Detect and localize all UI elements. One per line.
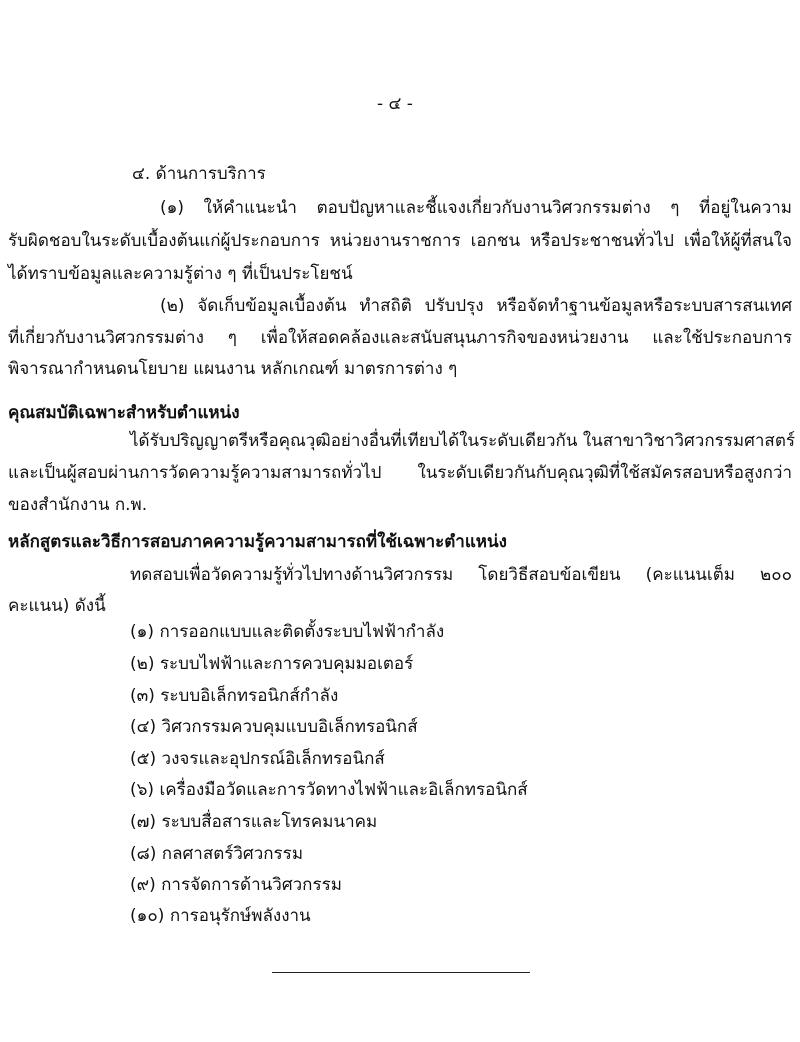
exam-topic: (๕) วงจรและอุปกรณ์อิเล็กทรอนิกส์ <box>130 749 385 769</box>
service-item-2-line-1: (๒) จัดเก็บข้อมูลเบื้องต้น ทำสถิติ ปรับปรุง หรือจัดทำฐานข้อมูลหรือระบบสารสนเทศ <box>160 296 792 316</box>
service-item-1-line-1: (๑) ให้คำแนะนำ ตอบปัญหาและชี้แจงเกี่ยวกับงานวิศวกรรมต่าง ๆ ที่อยู่ในความ <box>160 198 792 218</box>
exam-topic: (๙) การจัดการด้านวิศวกรรม <box>130 875 342 895</box>
exam-topic: (๗) ระบบสื่อสารและโทรคมนาคม <box>130 812 378 832</box>
qualifications-line-2: และเป็นผู้สอบผ่านการวัดความรู้ความสามารถทั่วไป ในระดับเดียวกันกับคุณวุฒิที่ใช้สมัครสอบหรือสูงกว่า <box>8 463 792 483</box>
qualifications-heading: คุณสมบัติเฉพาะสำหรับตำแหน่ง <box>8 403 240 423</box>
exam-topic: (๓) ระบบอิเล็กทรอนิกส์กำลัง <box>130 686 339 706</box>
exam-topic: (๒) ระบบไฟฟ้าและการควบคุมมอเตอร์ <box>130 654 414 674</box>
qualifications-line-3: ของสำนักงาน ก.พ. <box>8 495 148 515</box>
section-heading-service: ๔. ด้านการบริการ <box>132 164 266 184</box>
service-item-1-line-3: ได้ทราบข้อมูลและความรู้ต่าง ๆ ที่เป็นประโยชน์ <box>8 264 353 284</box>
service-item-2-line-2: ที่เกี่ยวกับงานวิศวกรรมต่าง ๆ เพื่อให้สอดคล้องและสนับสนุนภารกิจของหน่วยงาน และใช้ประกอบการ <box>8 328 792 348</box>
exam-topic: (๘) กลศาสตร์วิศวกรรม <box>130 844 304 864</box>
end-divider-line <box>272 972 530 973</box>
qualifications-line-1: ได้รับปริญญาตรีหรือคุณวุฒิอย่างอื่นที่เทียบได้ในระดับเดียวกัน ในสาขาวิชาวิศวกรรมศาสตร์ <box>130 431 795 451</box>
exam-topic: (๑๐) การอนุรักษ์พลังงาน <box>130 906 311 926</box>
exam-intro-line-2: คะแนน) ดังนี้ <box>8 596 106 616</box>
exam-intro-line-1: ทดสอบเพื่อวัดความรู้ทั่วไปทางด้านวิศวกรรม โดยวิธีสอบข้อเขียน (คะแนนเต็ม ๒๐๐ <box>130 565 792 585</box>
exam-topic: (๔) วิศวกรรมควบคุมแบบอิเล็กทรอนิกส์ <box>130 717 418 737</box>
service-item-2-line-3: พิจารณากำหนดนโยบาย แผนงาน หลักเกณฑ์ มาตรการต่าง ๆ <box>8 359 458 379</box>
exam-heading: หลักสูตรและวิธีการสอบภาคความรู้ความสามารถที่ใช้เฉพาะตำแหน่ง <box>8 532 507 552</box>
page-number: - ๔ - <box>377 94 413 114</box>
exam-topic: (๖) เครื่องมือวัดและการวัดทางไฟฟ้าและอิเล็กทรอนิกส์ <box>130 780 528 800</box>
exam-topic: (๑) การออกแบบและติดตั้งระบบไฟฟ้ากำลัง <box>130 622 445 642</box>
service-item-1-line-2: รับผิดชอบในระดับเบื้องต้นแก่ผู้ประกอบการ หน่วยงานราชการ เอกชน หรือประชาชนทั่วไป เพื่อให้ผู้ที่สนใจ <box>8 231 792 251</box>
